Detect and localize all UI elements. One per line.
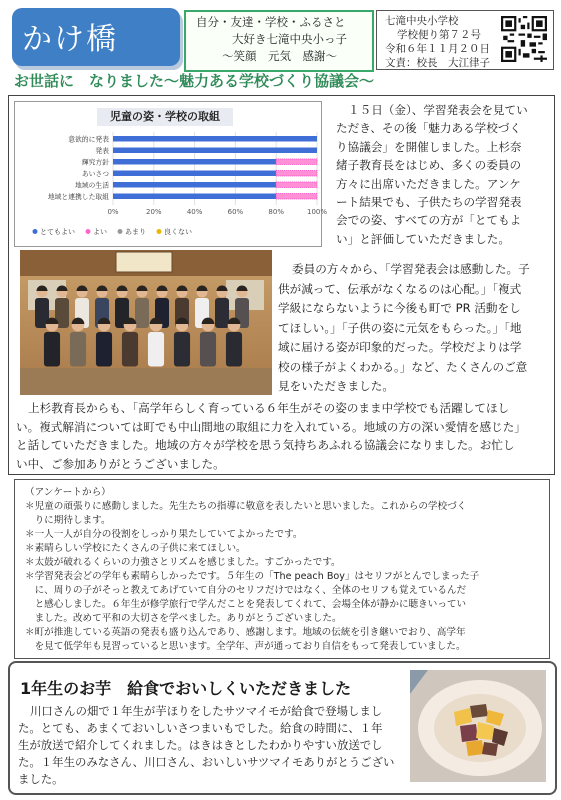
survey-heading: （アンケートから） xyxy=(25,487,111,498)
issue-number: 学校便り第７２号 xyxy=(397,29,481,41)
lunch-line: た。１年生のみなさん、川口さん、おいしいサツマイモありがとうござい xyxy=(18,755,395,769)
chart-x-tick-label: 40% xyxy=(186,208,203,216)
lunch-line: 川口さんの畑で１年生が芋ほりをしたサツマイモが給食で登場しまし xyxy=(30,704,383,718)
survey-chart xyxy=(14,101,328,247)
group-photo xyxy=(20,250,272,395)
newsletter-title: かけ橋 xyxy=(22,22,118,57)
remark-line: 上杉教育長からも、「高学年らしく育っている６年生がその姿のまま中学校でも活躍してほし xyxy=(28,401,510,415)
chart-x-tick-label: 20% xyxy=(146,208,162,216)
chart-legend-label: とてもよい xyxy=(40,228,75,236)
chart-bar-segment xyxy=(276,194,317,200)
slogan-box xyxy=(184,10,374,72)
survey-line: に、周りの子がそっと教えてあげていて自分のセリフだけではなく、全体のセリフも覚えているんだ xyxy=(25,585,467,596)
comment-line: 見をいただきました。 xyxy=(278,379,394,393)
article-headline: お世話に なりました～魅力ある学校づくり協議会～ xyxy=(14,72,375,90)
intro-line: １５日（金）、学習発表会を見てい xyxy=(348,103,528,117)
chart-legend-marker xyxy=(118,229,123,234)
survey-line: ＊学習発表会どの学年も素晴らしかったです。５年生の「The peach Boy」はセリフがとんでしまった子 xyxy=(25,571,480,582)
intro-line: 緒子教育長をはじめ、多くの委員の xyxy=(336,158,522,173)
remark-line: い。複式解消については町でも中山間地の取組に力を入れている。地域の方の深い愛情を感じた」 xyxy=(16,419,526,434)
chart-category-label: 地域の生活 xyxy=(75,181,109,190)
comment-line: 学級にならないように今後も町で PR 活動をし xyxy=(278,301,521,315)
qr-code-icon xyxy=(501,16,547,62)
chart-category-label: あいさつ xyxy=(81,170,109,178)
chart-bar-segment xyxy=(113,136,317,142)
author-line: 文責：校長 大江律子 xyxy=(385,57,490,69)
chart-bar-segment xyxy=(113,159,276,165)
chart-title: 児童の姿・学校の取組 xyxy=(97,108,233,126)
lunch-line: た。とても、あまくておいしいさつまいもでした。給食の時間に、１年 xyxy=(18,721,383,735)
chart-legend-label: 良くない xyxy=(164,228,192,236)
chart-category-label: 発表 xyxy=(95,147,109,155)
intro-line: 方々に出席いただきました。アンケ xyxy=(336,176,521,191)
chart-legend-marker xyxy=(86,229,91,234)
chart-bar-segment xyxy=(113,194,276,200)
chart-bar-segment xyxy=(113,148,317,154)
chart-legend-label: よい xyxy=(93,228,107,236)
comment-line: 供が減って、伝承がなくなるのは心配。」「複式 xyxy=(278,281,522,296)
slogan-line-3: ～笑顔 元気 感謝～ xyxy=(222,49,337,63)
chart-legend-label: あまり xyxy=(125,228,146,236)
chart-legend-marker xyxy=(33,229,38,234)
survey-line: りに期待します。 xyxy=(25,515,111,526)
intro-line: い」と評価していただきました。 xyxy=(336,231,510,246)
chart-bar-segment xyxy=(113,171,276,177)
chart-bar-segment xyxy=(113,182,276,188)
chart-x-tick-label: 0% xyxy=(107,208,119,216)
intro-line: 会での姿、すべての方が「とてもよ xyxy=(336,213,522,228)
remark-line: と話していただきました。地域の方々が学校を思う気持ちあふれる協議会になりました。お忙し xyxy=(16,438,515,452)
chart-plot xyxy=(15,102,328,246)
survey-line: ました。改めて平和の大切さを学べました。ありがとうございました。 xyxy=(25,613,342,624)
issue-date: 令和６年１１月２０日 xyxy=(385,43,490,55)
survey-line: ＊素晴らしい学校にたくさんの子供に来てほしい。 xyxy=(25,543,246,554)
comment-line: 委員の方々から、「学習発表会は感動した。子 xyxy=(292,262,530,276)
slogan-line-2: 大好き七滝中央小っ子 xyxy=(232,32,347,46)
survey-line: ＊太鼓が破れるくらいの力強さとリズムを感じました。すごかったです。 xyxy=(25,557,341,568)
intro-line: ート結果でも、子供たちの学習発表 xyxy=(336,195,522,209)
lunch-line: ました。 xyxy=(18,772,64,786)
sweet-potato-photo xyxy=(410,670,546,782)
slogan-line-1: 自分・友達・学校・ふるさと xyxy=(196,15,346,29)
issue-info-box xyxy=(376,10,554,70)
lunch-article-title: 1年生のお芋 給食でおいしくいただきました xyxy=(20,679,352,698)
survey-line: ＊児童の頑張りに感動しました。先生たちの指導に敬意を表したいと思いました。これからの学校づく xyxy=(25,501,467,512)
survey-line: ＊一人一人が自分の役割をしっかり果たしていてよかったです。 xyxy=(25,529,303,540)
comment-line: 校の様子がよくわかる。」など、たくさんのご意 xyxy=(278,359,528,374)
chart-bar-segment xyxy=(276,159,317,165)
survey-comments-box xyxy=(14,479,550,659)
chart-bar-segment xyxy=(276,171,317,177)
remark-line: い中、ご参加ありがとうございました。 xyxy=(16,456,225,471)
chart-x-tick-label: 80% xyxy=(268,208,284,216)
intro-line: ただき、その後「魅力ある学校づく xyxy=(336,121,522,136)
school-name: 七滝中央小学校 xyxy=(385,15,459,27)
survey-line: と感心しました。６年生が修学旅行で学んだことを発表してくれて、会場全体が静かに聴きいってい xyxy=(25,599,467,610)
survey-line: を見て低学年も見習っていると思います。全学年、声が通っており自信をもって発表していました。 xyxy=(25,641,466,652)
chart-category-label: 輝究方針 xyxy=(81,158,109,167)
chart-bar-segment xyxy=(276,182,317,188)
chart-legend-marker xyxy=(157,229,162,234)
chart-category-label: 意欲的に発表 xyxy=(68,135,109,144)
intro-line: り協議会」を開催しました。上杉奈 xyxy=(336,139,522,154)
comment-line: てほしい。」「子供の姿に元気をもらった。」「地 xyxy=(278,320,522,335)
chart-x-tick-label: 100% xyxy=(306,208,328,216)
chart-x-tick-label: 60% xyxy=(227,208,244,216)
chart-category-label: 地域と連携した取組 xyxy=(47,193,109,201)
lunch-line: 生が放送で紹介してくれました。はきはきとしたわかりやすい放送でし xyxy=(18,738,383,752)
survey-line: ＊町が推進している英語の発表も盛り込んであり、感謝します。地域の伝統を引き継いでおり、高学年 xyxy=(25,627,466,638)
comment-line: 域に届ける姿が印象的だった。学校だよりは学 xyxy=(278,340,522,354)
